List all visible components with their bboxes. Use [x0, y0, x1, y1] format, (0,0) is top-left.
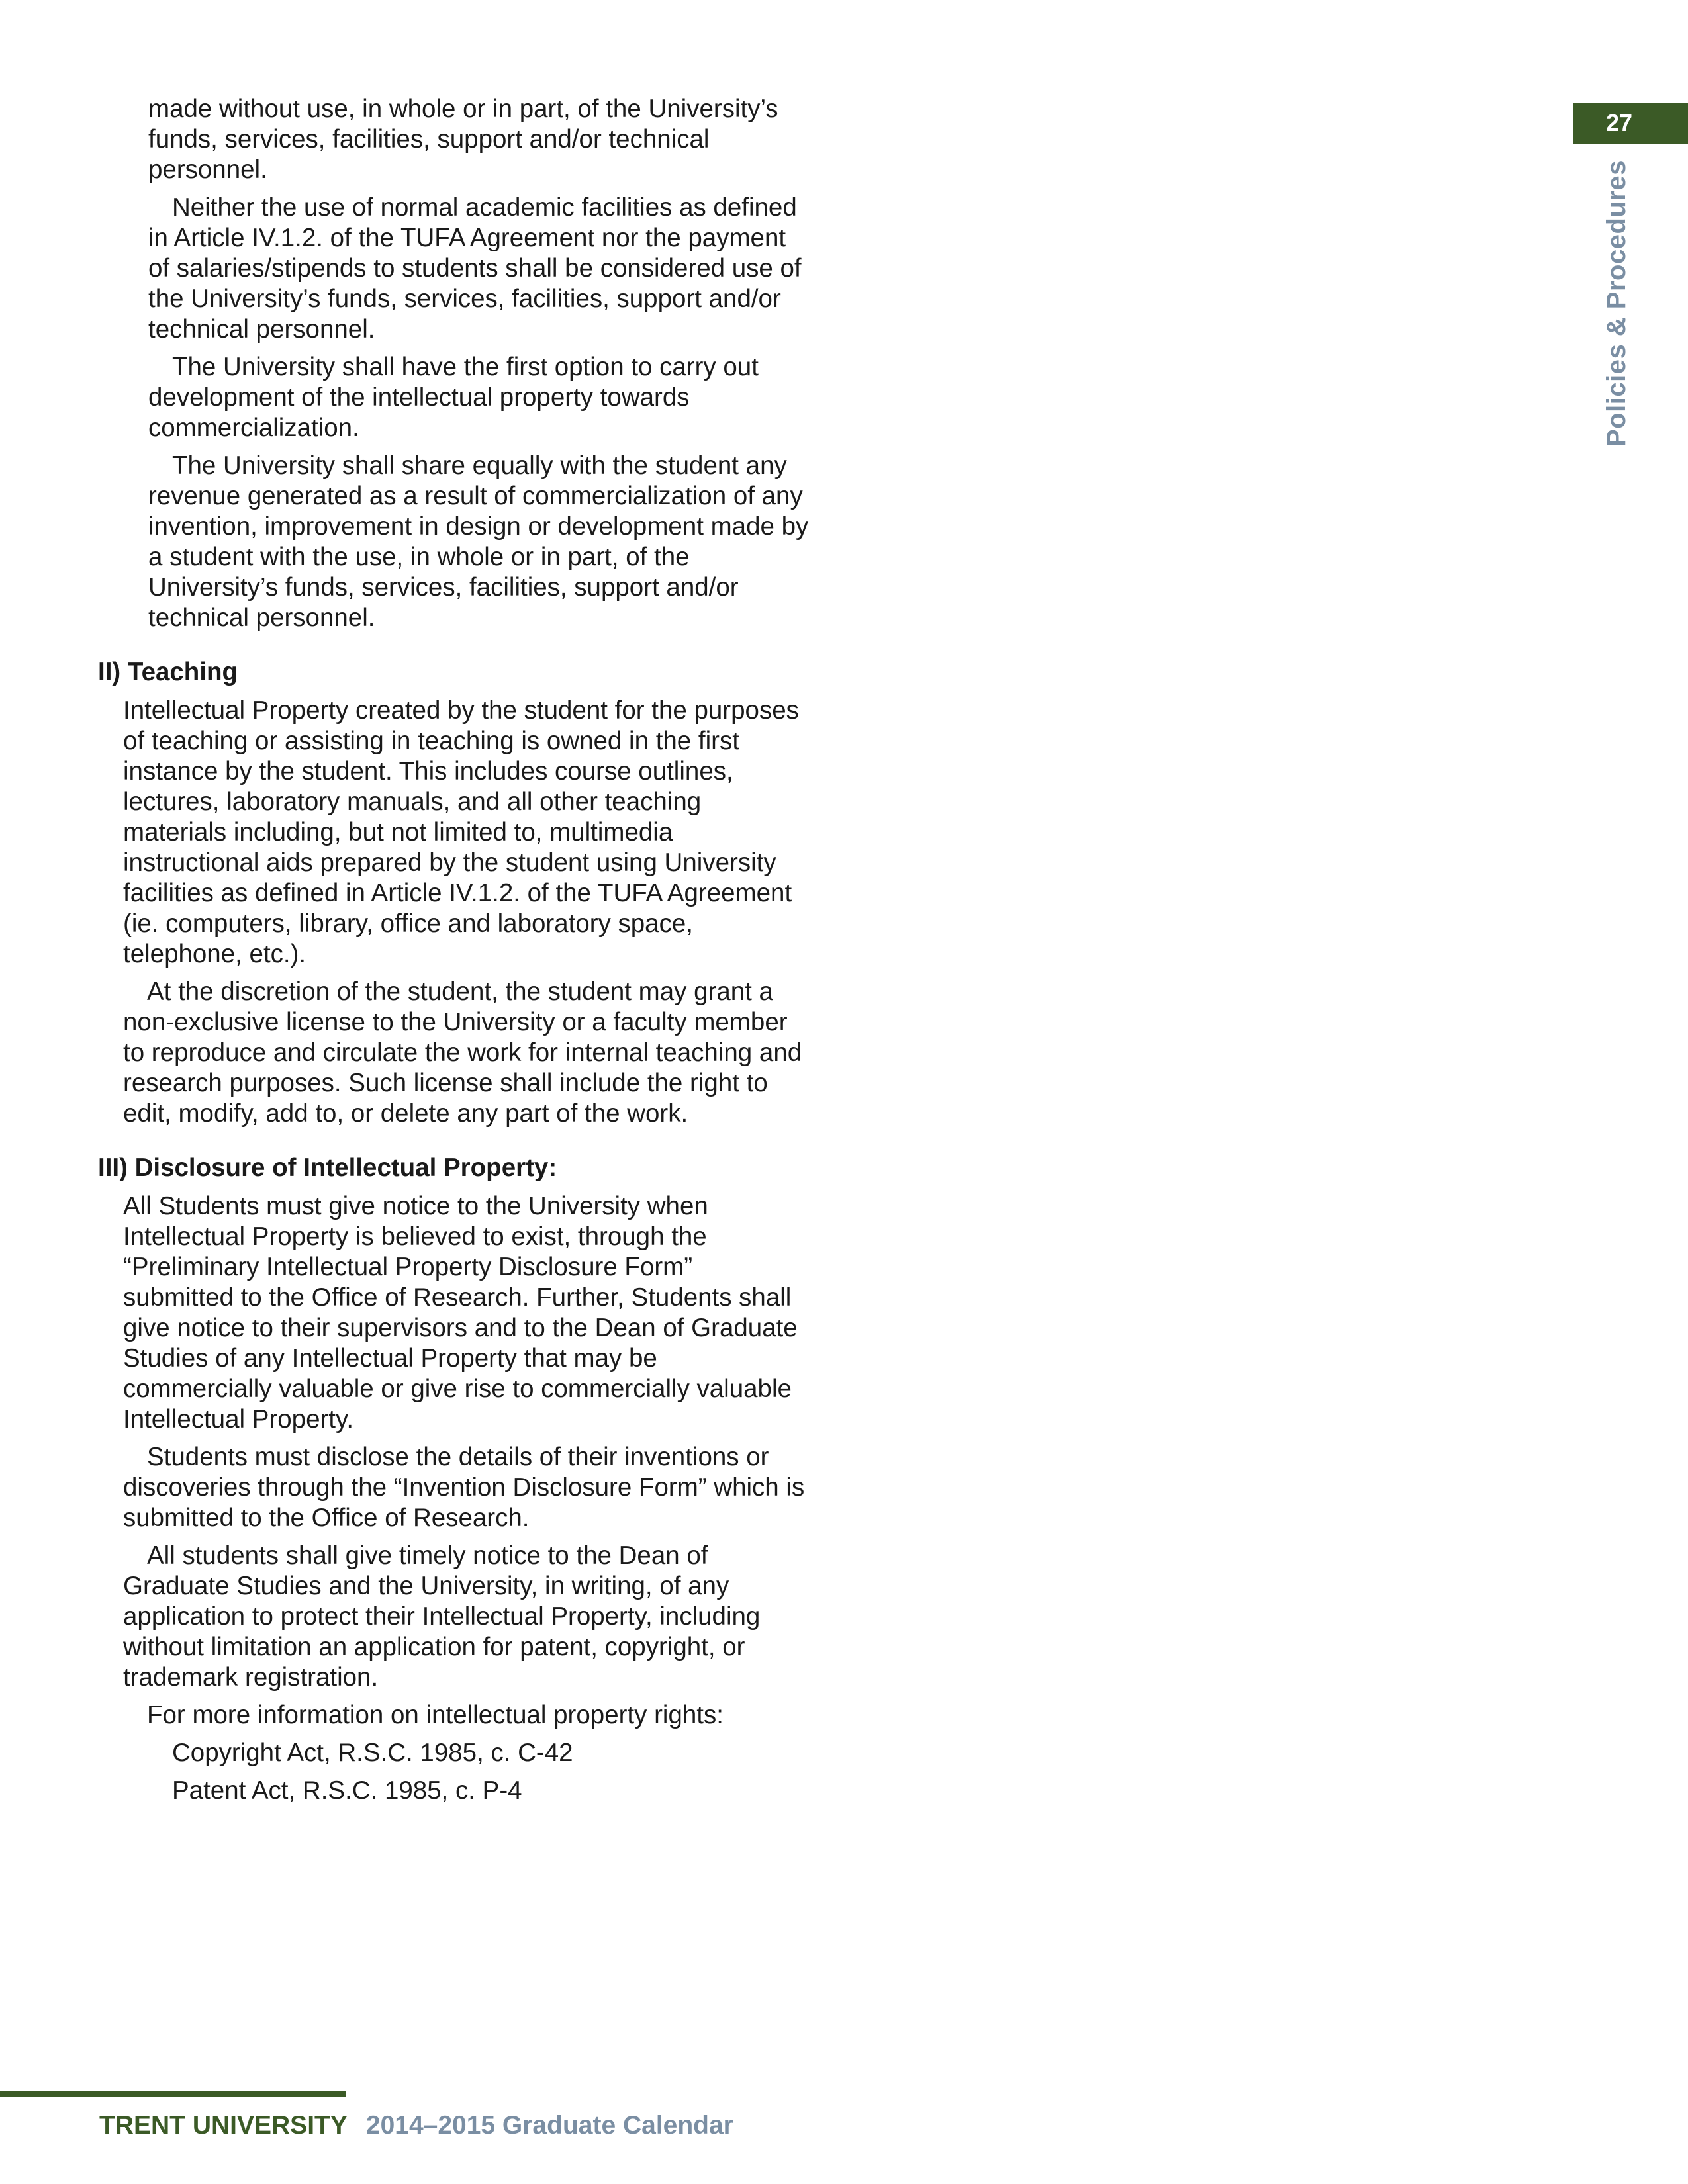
paragraph-revenue-share: The University shall share equally with the student any revenue generated as a result of commercialization of any invention, improvement in design or development made by a student with the use, in whole or in part, of the University’s funds, services, facilities, support and/or technical personnel. — [148, 451, 809, 632]
paragraph-teaching-license: At the discretion of the student, the student may grant a non-exclusive license to the University or a faculty member to reproduce and circulate the work for internal teaching and research purposes. Such license shall include the right to edit, modify, add to, or delete any part of the work. — [123, 978, 802, 1128]
paragraph-timely-notice: All students shall give timely notice to the Dean of Graduate Studies and the University, in writing, of any application to protect their Intellectual Property, including without limitation an application for patent, copyright, or trademark registration. — [123, 1541, 761, 1692]
paragraph-more-info: For more information on intellectual property rights: — [147, 1701, 724, 1729]
footer-university: TRENT UNIVERSITY — [99, 2111, 348, 2140]
page-number: 27 — [1606, 109, 1633, 136]
main-column — [98, 94, 810, 1806]
continued-paragraph: made without use, in whole or in part, of the University’s funds, services, facilities, support and/or technical personnel. — [148, 95, 778, 184]
footer-rule — [0, 2091, 346, 2097]
paragraph-teaching-ownership: Intellectual Property created by the student for the purposes of teaching or assisting in teaching is owned in the first instance by the student. This includes course outlines, lectures, laboratory manuals, and all other teaching materials including, but not limited to, multimedia instructional aids prepared by the student using University facilities as defined in Article IV.1.2. of the TUFA Agreement (ie. computers, library, office and laboratory space, telephone, etc.). — [123, 696, 799, 968]
paragraph-invention-form: Students must disclose the details of their inventions or discoveries through the “Invention Disclosure Form” which is submitted to the Office of Research. — [123, 1443, 805, 1532]
paragraph-first-option: The University shall have the first option to carry out development of the intellectual property towards commercialization. — [148, 353, 759, 442]
side-section-label: Policies & Procedures — [1602, 160, 1631, 447]
footer — [99, 2111, 733, 2140]
page-number-tab — [1573, 103, 1688, 144]
section-heading-teaching: II) Teaching — [98, 658, 238, 686]
reference-copyright-act: Copyright Act, R.S.C. 1985, c. C-42 — [172, 1739, 573, 1767]
paragraph-disclosure-notice: All Students must give notice to the University when Intellectual Property is believed to exist, through the “Preliminary Intellectual Property Disclosure Form” submitted to the Office of Research. Further, Students shall give notice to their supervisors and to the Dean of Graduate Studies of any Intellectual Property that may be commercially valuable or give rise to commercially valuable Intellectual Property. — [123, 1192, 798, 1433]
section-heading-disclosure: III) Disclosure of Intellectual Property: — [98, 1154, 557, 1182]
paragraph-normal-facilities: Neither the use of normal academic facilities as defined in Article IV.1.2. of the TUFA Agreement nor the payment of salaries/stipends to students shall be considered use of the University’s funds, services, facilities, support and/or technical personnel. — [148, 193, 802, 343]
reference-patent-act: Patent Act, R.S.C. 1985, c. P-4 — [172, 1776, 522, 1805]
footer-calendar: 2014–2015 Graduate Calendar — [365, 2111, 733, 2140]
